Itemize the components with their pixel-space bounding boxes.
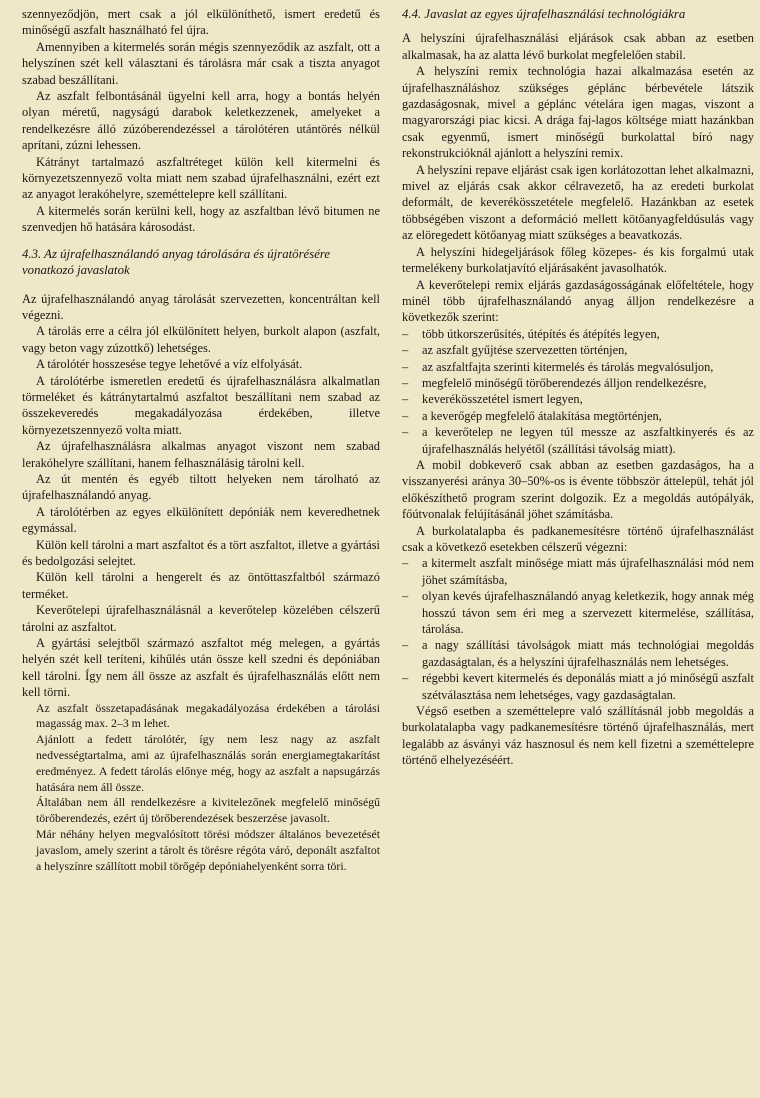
left-paragraph: Kátrányt tartalmazó aszfaltréteget külön kell kitermelni és környezetszennyező volta miatt nem szabad újrafelhasználni, ezért ezt az anyagot lerakóhelyre, szeméttelepre kell szállítani. bbox=[22, 154, 380, 202]
right-list-item: – megfelelő minőségű törőberendezés álljon rendelkezésre, bbox=[402, 375, 754, 391]
right-paragraph: Végső esetben a szeméttelepre való szállításnál jobb megoldás a burkolatalapba vagy padkanemesítésre történő újrafelhasználás, mert legalább az ásványi váz hasznosul és nem kell fizetni a szeméttelepre történő elhelyezéséért. bbox=[402, 704, 754, 768]
left-column bbox=[22, 6, 380, 874]
right-section-heading: 4.4. Javaslat az egyes újrafelhasználási technológiákra bbox=[402, 7, 686, 21]
right-paragraph: A burkolatalapba és padkanemesítésre történő újrafelhasználást csak a következő esetekben célszerű végezni: bbox=[402, 523, 754, 554]
right-list-item: – a keverőtelep ne legyen túl messze az aszfaltkinyerés és az újrafelhasználás helyétől (szállítási távolság miatt). bbox=[402, 424, 754, 457]
right-list-item: – az aszfalt gyűjtése szervezetten történjen, bbox=[402, 342, 754, 358]
left-indented-paragraph: Általában nem áll rendelkezésre a kivitelezőnek megfelelő minőségű törőberendezés, ezért új törőberendezések beszerzése javasolt. bbox=[36, 795, 380, 826]
right-list-item: – a keverőgép megfelelő átalakítása megtörténjen, bbox=[402, 408, 754, 424]
right-paragraph: A helyszíni újrafelhasználási eljárások csak abban az esetben alkalmasak, ha az alatta lévő burkolat megfelelően stabil. bbox=[402, 31, 754, 62]
right-paragraph: A helyszíni hidegeljárások főleg közepes- és kis forgalmú utak termelékeny burkolatjavító eljárásaként javasolhatók. bbox=[402, 244, 754, 276]
left-indented-paragraph: Már néhány helyen megvalósított törési módszer általános bevezetését javaslom, amely szerint a tárolt és törésre régóta váró, deponált aszfaltot a helyszínre szállított mobil törőgép depóniahelyenként sorra töri. bbox=[36, 827, 380, 873]
right-list-item: – régebbi kevert kitermelés és deponálás miatt a jó minőségű aszfalt szétválasztása nem lehetséges, vagy gazdaságtalan. bbox=[402, 670, 754, 703]
right-list-item: – a nagy szállítási távolságok miatt más technológiai megoldás gazdaságtalan, és a helyszíni újrafelhasználás nem lehetséges. bbox=[402, 637, 754, 670]
right-list-item: – a kitermelt aszfalt minősége miatt más újrafelhasználási mód nem jöhet számításba, bbox=[402, 555, 754, 588]
left-paragraph: A kitermelés során kerülni kell, hogy az aszfaltban lévő bitumen ne szenvedjen hő hatására károsodást. bbox=[22, 203, 380, 235]
right-list-item: – keverékösszetétel ismert legyen, bbox=[402, 391, 754, 407]
left-paragraph: Az újrafelhasználásra alkalmas anyagot viszont nem szabad lerakóhelyre szállítani, hanem felhasználásig tárolni kell. bbox=[22, 439, 380, 470]
left-paragraph: Az újrafelhasználandó anyag tárolását szervezetten, koncentráltan kell végezni. bbox=[22, 291, 380, 322]
right-paragraph: A helyszíni repave eljárást csak igen korlátozottan lehet alkalmazni, mivel az eljárás csak akkor célravezető, ha az eredeti burkolat deformált, de keverékösszetétele megfelelő. Hazánkban az esetek többségében viszont a deformáció mellett kötőanyagfeldúsulás vagy az elöregedett kötőanyag miatt szükséges a beavatkozás. bbox=[402, 162, 754, 243]
left-paragraph: A tárolás erre a célra jól elkülönített helyen, burkolt alapon (aszfalt, vagy beton vagy zúzottkő) lehetséges. bbox=[22, 324, 380, 355]
left-indented-paragraph: Az aszfalt összetapadásának megakadályozása érdekében a tárolási magasság max. 2–3 m lehet. bbox=[36, 700, 380, 731]
right-column bbox=[402, 6, 754, 769]
left-paragraph: A tárolótér hosszesése tegye lehetővé a víz elfolyását. bbox=[36, 357, 303, 372]
right-paragraph: A helyszíni remix technológia hazai alkalmazása esetén az újrafelhasználáshoz szükséges géplánc bérbevétele látszik gazdaságosnak, mivel a géplánc vételára igen magas, viszont a magyarországi piac kicsi. A drága faj-lagos költsége miatt hazánkban csak egyenmű, ismert minőségű burkolattal bíró nagy rekonstrukcióknál ajánlott a helyszíni remix. bbox=[402, 64, 754, 161]
right-paragraph: A keverőtelepi remix eljárás gazdaságosságának előfeltétele, hogy minél több újrafelhasználandó anyag álljon rendelkezésre a következők szerint: bbox=[402, 277, 754, 325]
left-paragraph: Az út mentén és egyéb tiltott helyeken nem tárolható az újrafelhasználandó anyag. bbox=[22, 471, 380, 503]
right-list-item: – olyan kevés újrafelhasználandó anyag keletkezik, hogy annak még hosszú távon sem éri meg a szervezett kitermelése, szállítása, tárolása. bbox=[402, 588, 754, 637]
left-paragraph: Külön kell tárolni a mart aszfaltot és a tört aszfaltot, illetve a gyártási és bedolgozási selejtet. bbox=[22, 537, 380, 568]
left-paragraph: A gyártási selejtből származó aszfaltot még melegen, a gyártás helyén szét kell teríteni, kihűlés után össze kell szedni és depóniában kell tárolni. Így nem áll össze az aszfalt és újrafelhasználás előtt nem kell törni. bbox=[22, 636, 380, 700]
right-list-item: – több útkorszerűsítés, útépítés és átépítés legyen, bbox=[402, 326, 754, 342]
left-paragraph: Keverőtelepi újrafelhasználásnál a keverőtelep közelében célszerű tárolni az aszfaltot. bbox=[22, 603, 380, 634]
left-paragraph: Az aszfalt felbontásánál ügyelni kell arra, hogy a bontás helyén olyan méretű, nagyságú darabok keletkezzenek, amelyeket a rendelkezésre álló zúzóberendezéssel a tárolótéren utántörés nélkül aprítani, zúzni lehessen. bbox=[22, 89, 380, 153]
left-indented-paragraph: Ajánlott a fedett tárolótér, így nem lesz nagy az aszfalt nedvességtartalma, ami az újrafelhasználás során energiamegtakarítást eredményez. A fedett tárolás előnye még, hogy az aszfalt a napsugárzás hatására nem áll össze. bbox=[36, 732, 380, 794]
right-paragraph: A mobil dobkeverő csak abban az esetben gazdaságos, ha a visszanyerési aránya 30–50%-os is évente többször áttelepül, tehát jól előkészíthető program szerint dolgozik. Ez a megoldás autópályák, főútvonalak felújításánál jöhet számításba. bbox=[402, 457, 754, 522]
left-section-heading: 4.3. Az újrafelhasználandó anyag tárolására és újratörésére vonatkozó javaslatok bbox=[22, 246, 331, 278]
left-paragraph: Külön kell tárolni a hengerelt és az öntöttaszfaltból származó terméket. bbox=[22, 570, 380, 601]
left-paragraph: A tárolótérbe ismeretlen eredetű és újrafelhasználásra alkalmatlan törmeléket és kátránytartalmú aszfaltot beszállítani nem szabad az összekeveredés megakadályozása érdekében, illetve környezetszennyező volta miatt. bbox=[22, 373, 380, 437]
left-paragraph: A tárolótérben az egyes elkülönített depóniák nem keveredhetnek egymással. bbox=[22, 504, 380, 536]
left-paragraph: Amennyiben a kitermelés során mégis szennyeződik az aszfalt, ott a helyszínen szét kell választani és tárolásra már csak a tiszta anyagot szabad beszállítani. bbox=[22, 39, 380, 87]
left-paragraph: szennyeződjön, mert csak a jól elkülöníthető, ismert eredetű és minőségű aszfalt használható fel újra. bbox=[22, 7, 380, 38]
right-list-item: – az aszfaltfajta szerinti kitermelés és tárolás megvalósuljon, bbox=[402, 359, 754, 375]
